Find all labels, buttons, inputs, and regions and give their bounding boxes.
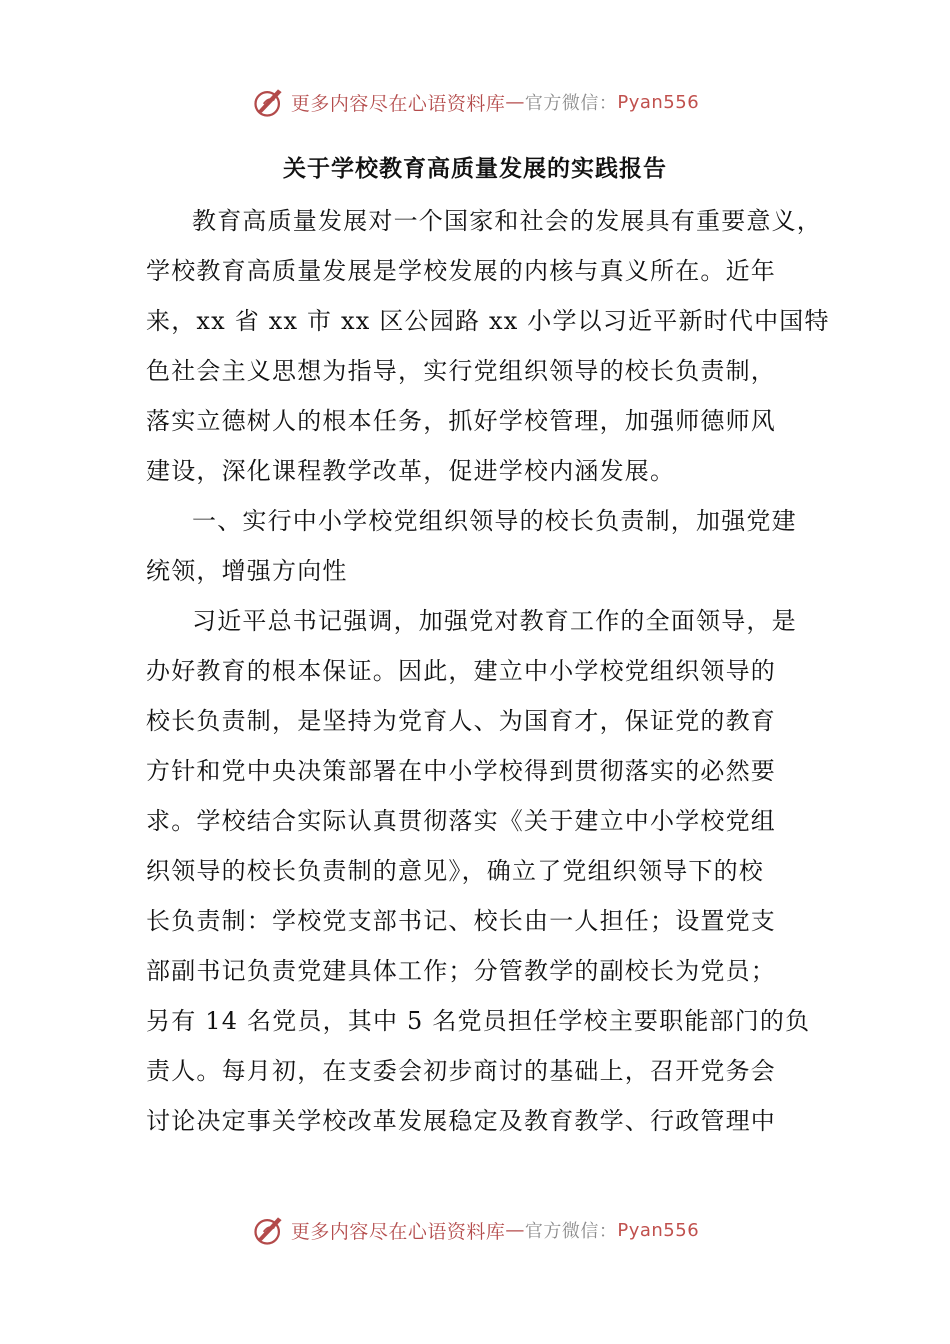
body-line: 落实立德树人的根本任务，抓好学校管理，加强师德师风 <box>146 407 776 435</box>
footer-banner <box>0 1208 950 1252</box>
banner-main-text: 更多内容尽在心语资料库 <box>290 1220 506 1243</box>
body-line: 教育高质量发展对一个国家和社会的发展具有重要意义， <box>192 207 822 235</box>
body-line: 责人。每月初，在支委会初步商讨的基础上，召开党务会 <box>146 1057 776 1085</box>
pen-circle-logo-icon <box>251 1212 287 1248</box>
banner-wechat-id: Pyan556 <box>617 91 700 113</box>
banner-dash: — <box>505 1219 525 1241</box>
body-line: 办好教育的根本保证。因此，建立中小学校党组织领导的 <box>146 657 776 685</box>
body-line: 习近平总书记强调，加强党对教育工作的全面领导，是 <box>192 607 797 635</box>
body-line: 建设，深化课程教学改革，促进学校内涵发展。 <box>146 457 676 485</box>
banner-main-text: 更多内容尽在心语资料库 <box>290 92 506 115</box>
body-line: 织领导的校长负责制的意见》，确立了党组织领导下的校 <box>146 857 764 885</box>
body-line: 方针和党中央决策部署在中小学校得到贯彻落实的必然要 <box>146 757 776 785</box>
banner-sub-text: 官方微信： <box>524 93 618 114</box>
banner-dash: — <box>505 91 525 113</box>
body-line: 求。学校结合实际认真贯彻落实《关于建立中小学校党组 <box>146 807 776 835</box>
banner-wechat-id: Pyan556 <box>617 1219 700 1241</box>
document-title: 关于学校教育高质量发展的实践报告 <box>283 155 667 182</box>
body-line: 讨论决定事关学校改革发展稳定及教育教学、行政管理中 <box>146 1107 776 1135</box>
document-body <box>146 196 830 1146</box>
body-line: 长负责制：学校党支部书记、校长由一人担任；设置党支 <box>146 907 776 935</box>
body-line: 另有 14 名党员，其中 5 名党员担任学校主要职能部门的负 <box>146 1007 811 1035</box>
body-line: 色社会主义思想为指导，实行党组织领导的校长负责制， <box>146 357 776 385</box>
body-line: 来，xx 省 xx 市 xx 区公园路 xx 小学以习近平新时代中国特 <box>146 307 830 335</box>
pen-circle-logo-icon <box>251 84 287 120</box>
body-line: 部副书记负责党建具体工作；分管教学的副校长为党员； <box>146 957 776 985</box>
body-line: 学校教育高质量发展是学校发展的内核与真义所在。近年 <box>146 257 776 285</box>
body-line: 校长负责制，是坚持为党育人、为国育才，保证党的教育 <box>146 707 776 735</box>
banner-sub-text: 官方微信： <box>524 1221 618 1242</box>
header-banner <box>0 80 950 124</box>
section-heading: 一、实行中小学校党组织领导的校长负责制，加强党建 <box>192 507 797 535</box>
section-heading: 统领，增强方向性 <box>146 557 348 585</box>
